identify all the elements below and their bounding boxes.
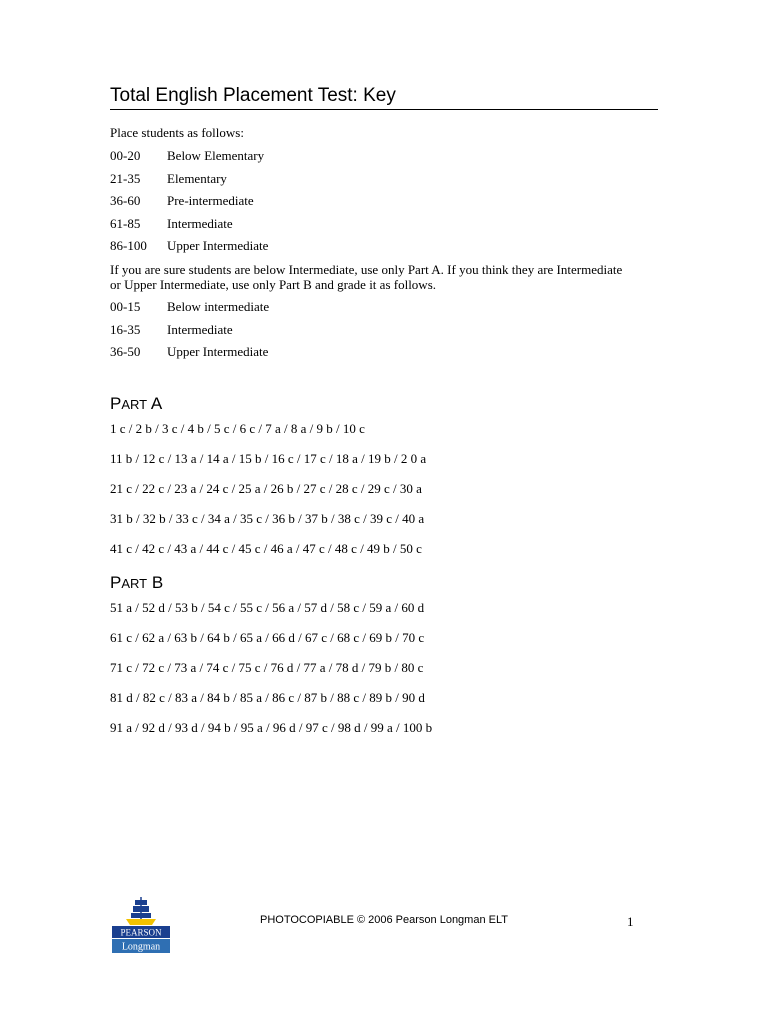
answer-line: 51 a / 52 d / 53 b / 54 c / 55 c / 56 a / 57 d / 58 c / 59 a / 60 d bbox=[110, 600, 425, 615]
placement-levels-table bbox=[110, 145, 268, 258]
part-b-grading-table bbox=[110, 296, 269, 364]
answer-line: 41 c / 42 c / 43 a / 44 c / 45 c / 46 a / 47 c / 48 c / 49 b / 50 c bbox=[110, 541, 422, 556]
grading-row bbox=[110, 319, 269, 342]
placement-row bbox=[110, 213, 268, 236]
level-label: Below intermediate bbox=[167, 299, 270, 315]
part-a-heading bbox=[110, 394, 162, 414]
heading-initial: P bbox=[110, 573, 122, 592]
answer-line: 61 c / 62 a / 63 b / 64 b / 65 a / 66 d / 67 c / 68 c / 69 b / 70 c bbox=[110, 630, 425, 645]
score-range: 16-35 bbox=[110, 321, 141, 337]
answer-line: 91 a / 92 d / 93 d / 94 b / 95 a / 96 d / 97 c / 98 d / 99 a / 100 b bbox=[110, 720, 433, 735]
page-number: 1 bbox=[627, 914, 634, 929]
placement-row bbox=[110, 190, 268, 213]
score-range: 00-20 bbox=[110, 148, 141, 164]
score-range: 61-85 bbox=[110, 215, 141, 231]
answer-line: 11 b / 12 c / 13 a / 14 a / 15 b / 16 c / 17 c / 18 a / 19 b / 2 0 a bbox=[110, 451, 427, 466]
logo-line2: Longman bbox=[121, 941, 161, 953]
placement-row bbox=[110, 168, 268, 191]
heading-letter: B bbox=[151, 573, 164, 592]
page-title: Total English Placement Test: Key bbox=[110, 85, 658, 110]
score-range: 36-60 bbox=[110, 193, 141, 209]
footer-copyright: PHOTOCOPIABLE © 2006 Pearson Longman ELT bbox=[260, 914, 508, 926]
level-label: Upper Intermediate bbox=[167, 238, 269, 254]
score-range: 86-100 bbox=[110, 238, 147, 254]
heading-smallcaps: ART bbox=[121, 397, 148, 412]
part-b-answers bbox=[110, 600, 432, 750]
part-a-answers bbox=[110, 421, 426, 571]
answer-line: 21 c / 22 c / 23 a / 24 c / 25 a / 26 b / 27 c / 28 c / 29 c / 30 a bbox=[110, 481, 422, 496]
answer-line: 1 c / 2 b / 3 c / 4 b / 5 c / 6 c / 7 a / 8 a / 9 b / 10 c bbox=[110, 421, 365, 436]
logo-line1: PEARSON bbox=[120, 927, 162, 938]
level-label: Intermediate bbox=[167, 215, 233, 231]
level-label: Pre-intermediate bbox=[167, 193, 254, 209]
intro-text: Place students as follows: bbox=[110, 125, 244, 140]
heading-letter: A bbox=[150, 394, 163, 413]
level-label: Elementary bbox=[167, 170, 227, 186]
part-b-heading bbox=[110, 573, 163, 593]
score-range: 36-50 bbox=[110, 344, 141, 360]
answer-line: 71 c / 72 c / 73 a / 74 c / 75 c / 76 d / 77 a / 78 d / 79 b / 80 c bbox=[110, 660, 424, 675]
answer-line: 81 d / 82 c / 83 a / 84 b / 85 a / 86 c / 87 b / 88 c / 89 b / 90 d bbox=[110, 690, 425, 705]
answer-line: 31 b / 32 b / 33 c / 34 a / 35 c / 36 b / 37 b / 38 c / 39 c / 40 a bbox=[110, 511, 425, 526]
instructions-note: If you are sure students are below Intermediate, use only Part A. If you think they are Intermediate or Upper Intermediate, use only Part B and grade it as follows. bbox=[110, 262, 623, 292]
grading-row bbox=[110, 341, 269, 364]
placement-row bbox=[110, 145, 268, 168]
heading-initial: P bbox=[110, 394, 122, 413]
level-label: Below Elementary bbox=[167, 148, 265, 164]
grading-row bbox=[110, 296, 269, 319]
level-label: Upper Intermediate bbox=[167, 344, 269, 360]
pearson-longman-logo bbox=[112, 895, 170, 955]
placement-row bbox=[110, 235, 268, 258]
score-range: 21-35 bbox=[110, 170, 141, 186]
level-label: Intermediate bbox=[167, 321, 233, 337]
score-range: 00-15 bbox=[110, 299, 141, 315]
heading-smallcaps: ART bbox=[121, 576, 148, 591]
